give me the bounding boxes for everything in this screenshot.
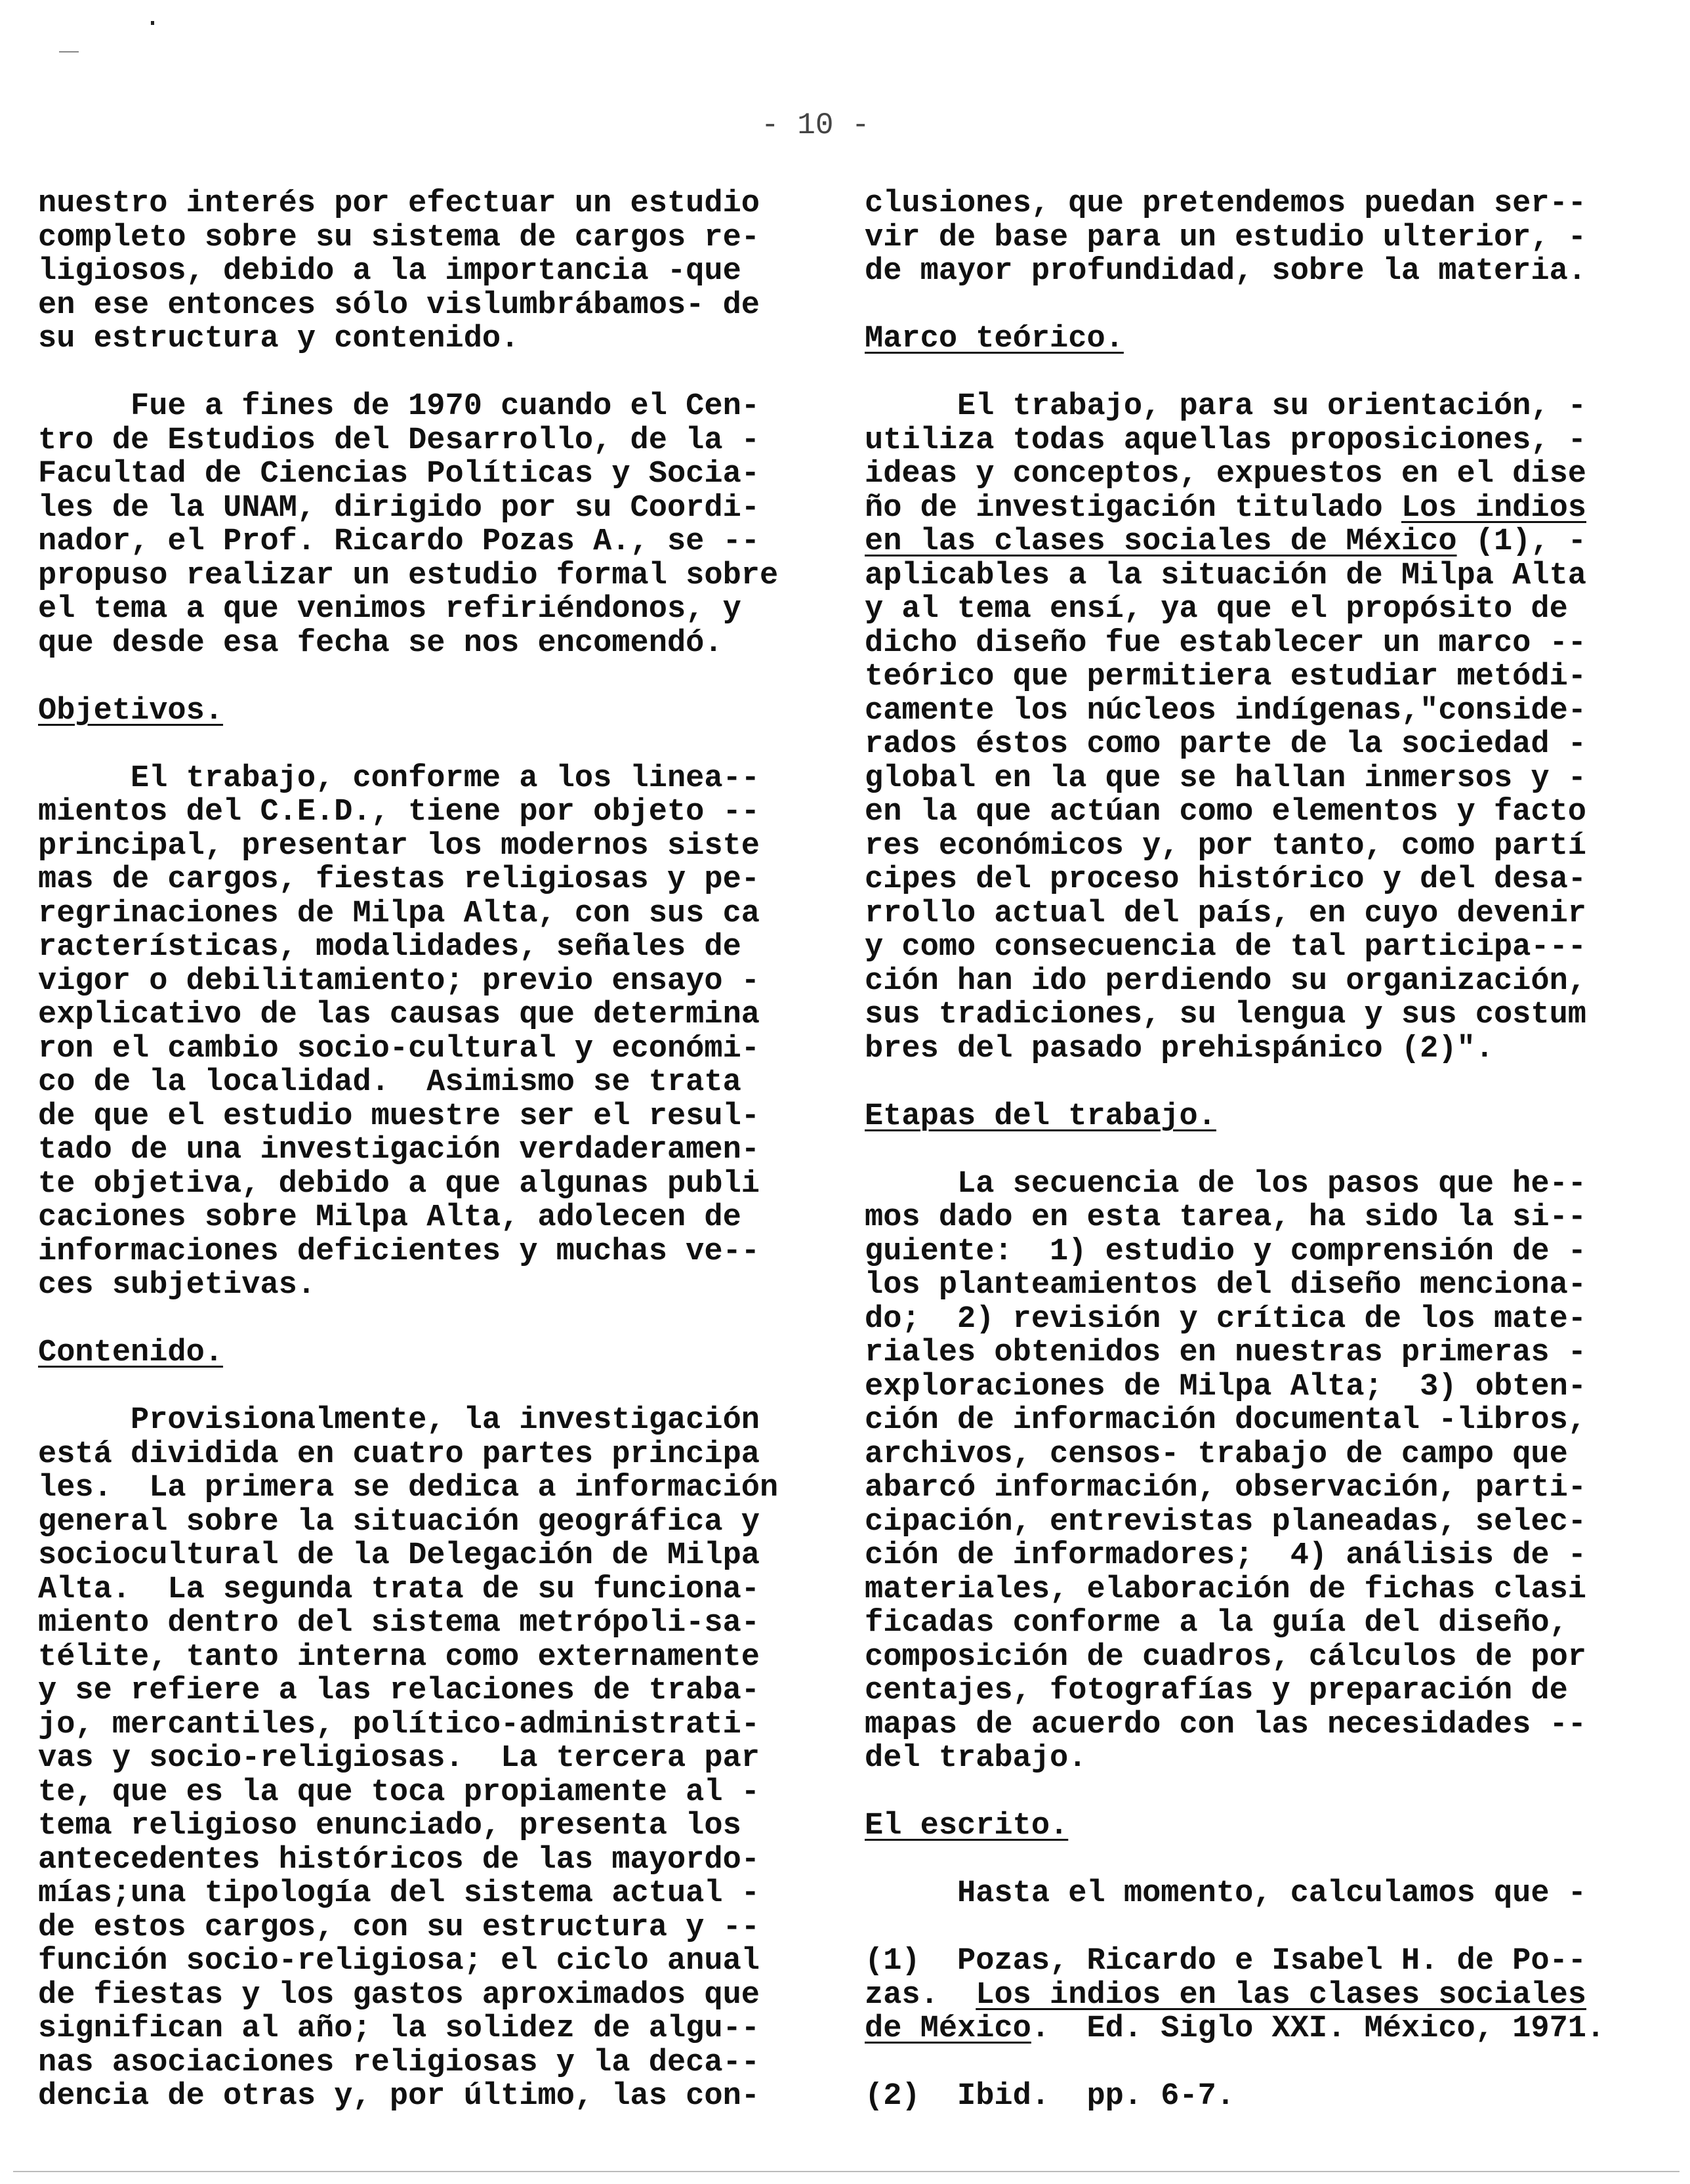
text-line [38,1911,825,1945]
text-line [865,1708,1665,1742]
text-line [38,830,825,864]
paragraph-gap [38,1303,825,1337]
text-line [38,965,825,999]
section-heading [865,322,1665,356]
text-line [38,1809,825,1843]
text-line-content: tema religioso enunciado, presenta los [38,1809,741,1843]
text-line [865,1471,1665,1505]
text-fragment: (1), - [1456,524,1586,559]
text-line [38,424,825,458]
text-line [38,795,825,830]
text-line [865,998,1665,1032]
text-line-content: propuso realizar un estudio formal sobre [38,558,779,593]
text-line [865,1370,1665,1404]
text-line-content: explicativo de las causas que determina [38,998,760,1032]
text-line-content: mías;una tipología del sistema actual - [38,1876,760,1911]
text-line [38,1539,825,1573]
text-line [38,1404,825,1438]
text-line-content: rados éstos como parte de la sociedad - [865,727,1586,762]
text-line [38,998,825,1032]
text-line [865,1641,1665,1675]
text-line [38,2080,825,2114]
text-line [865,424,1665,458]
text-line-content: nador, el Prof. Ricardo Pozas A., se -- [38,524,760,559]
text-line [38,1269,825,1303]
text-line-content: nuestro interés por efectuar un estudio [38,186,760,221]
text-line-content: cipación, entrevistas planeadas, selec- [865,1504,1586,1540]
text-line [38,931,825,965]
text-line [865,1979,1665,2013]
text-line-content: y como consecuencia de tal participa--- [865,930,1586,965]
text-line-content: ción han ido perdiendo su organización, [865,963,1586,999]
book-title: en las clases sociales de México [865,524,1457,559]
text-line [865,525,1665,559]
text-line-content: exploraciones de Milpa Alta; 3) obten- [865,1369,1586,1404]
book-title: Los indios en las clases sociales [976,1977,1586,2013]
text-line [865,762,1665,796]
text-line-content: global en la que se hallan inmersos y - [865,761,1586,796]
text-line [865,897,1665,931]
text-line-content: en ese entonces sólo vislumbrábamos- de [38,287,760,323]
text-line [865,965,1665,999]
text-line-content: mapas de acuerdo con las necesidades -- [865,1707,1586,1742]
text-line-content: está dividida en cuatro partes principa [38,1437,760,1472]
text-line [38,1235,825,1269]
text-line-content: te, que es la que toca propiamente al - [38,1774,760,1810]
text-line [865,1438,1665,1472]
text-line-content: teórico que permitiera estudiar metódi- [865,660,1586,694]
text-line-content: materiales, elaboración de fichas clasi [865,1572,1586,1607]
text-line [38,2046,825,2080]
scan-speck [151,21,154,25]
text-line-content: sociocultural de la Delegación de Milpa [38,1538,760,1573]
text-line-content: ligiosos, debido a la importancia -que [38,254,741,289]
text-line-content: centajes, fotografías y preparación de [865,1673,1568,1708]
text-line-content: antecedentes históricos de las mayordo- [38,1842,760,1878]
text-line-content: mas de cargos, fiestas religiosas y pe- [38,862,760,897]
text-line [865,694,1665,728]
text-line-content: y al tema ensí, ya que el propósito de [865,592,1568,627]
text-line-content: dicho diseño fue establecer un marco -- [865,625,1586,661]
text-line [38,2012,825,2046]
text-line-content: riales obtenidos en nuestras primeras - [865,1335,1586,1370]
text-line-content: mientos del C.E.D., tiene por objeto -- [38,795,760,830]
text-line-content: ción de informadores; 4) análisis de - [865,1538,1586,1573]
text-line [38,1066,825,1100]
text-line-content: ción de información documental -libros, [865,1403,1586,1438]
section-heading-text: Etapas del trabajo. [865,1099,1216,1134]
text-line [38,1100,825,1134]
text-line [38,627,825,661]
text-line-content: ficadas conforme a la guía del diseño, [865,1606,1568,1641]
text-line-content: caciones sobre Milpa Alta, adolecen de [38,1200,741,1235]
text-fragment: ño de investigación titulado [865,490,1401,526]
right-column [865,187,1665,2114]
text-line-content: clusiones, que pretendemos puedan ser-- [865,186,1586,221]
section-heading-text: Marco teórico. [865,322,1124,356]
paragraph-gap [865,1066,1665,1100]
text-line-content: co de la localidad. Asimismo se trata [38,1065,741,1100]
text-line [38,593,825,627]
text-line [865,1505,1665,1540]
text-line [865,830,1665,864]
text-line [38,289,825,323]
text-line [865,1742,1665,1776]
text-line-content: aplicables a la situación de Milpa Alta [865,558,1586,593]
paragraph-gap [38,1370,825,1404]
text-fragment: zas. [865,1977,976,2013]
text-line-content: vas y socio-religiosas. La tercera par [38,1741,760,1776]
text-line-content: vigor o debilitamiento; previo ensayo - [38,963,760,999]
text-line-content: camente los núcleos indígenas,"conside- [865,693,1586,728]
text-line [38,1201,825,1235]
text-line [865,390,1665,424]
paragraph-gap [865,356,1665,390]
paragraph-gap [865,1133,1665,1167]
text-line-content: miento dentro del sistema metrópoli-sa- [38,1606,760,1641]
text-line [38,1674,825,1708]
paragraph-gap [865,289,1665,323]
section-heading [865,1100,1665,1134]
text-line [865,1674,1665,1708]
text-line [38,1742,825,1776]
text-line-content: en la que actúan como elementos y facto [865,795,1586,830]
text-line [38,221,825,255]
text-line-content: regrinaciones de Milpa Alta, con sus ca [38,896,760,931]
text-line-content: de fiestas y los gastos aproximados que [38,1977,760,2013]
footnote-text: (1) Pozas, Ricardo e Isabel H. de Po-- [865,1944,1586,1979]
text-line [865,187,1665,221]
text-line [38,187,825,221]
text-line [865,559,1665,593]
text-line-content: principal, presentar los modernos siste [38,828,760,864]
text-line [865,1877,1665,1911]
text-line-content: abarcó información, observación, parti- [865,1471,1586,1505]
text-line-content: Alta. La segunda trata de su funciona- [38,1572,760,1607]
text-line-content: La secuencia de los pasos que he-- [865,1166,1586,1202]
text-line [38,559,825,593]
text-line [865,457,1665,492]
paragraph-gap [38,660,825,694]
text-line-content: que desde esa fecha se nos encomendó. [38,625,723,661]
text-line [865,1539,1665,1573]
text-line [865,1269,1665,1303]
text-line-content: mos dado en esta tarea, ha sido la si-- [865,1200,1586,1235]
text-line-content: utiliza todas aquellas proposiciones, - [865,423,1586,458]
text-line-content: guiente: 1) estudio y comprensión de - [865,1234,1586,1269]
text-line [38,1471,825,1505]
text-line [38,390,825,424]
text-line [38,322,825,356]
text-line-content: les de la UNAM, dirigido por su Coordi- [38,490,760,526]
text-fragment: . Ed. Siglo XXI. México, 1971. [1031,2011,1605,2046]
text-line-content: Facultad de Ciencias Políticas y Socia- [38,457,760,492]
text-line [865,931,1665,965]
text-line [38,1843,825,1878]
text-line-content: tado de una investigación verdaderamen- [38,1133,760,1167]
text-line-content: de mayor profundidad, sobre la materia. [865,254,1586,289]
text-line-content: dencia de otras y, por último, las con- [38,2079,760,2114]
text-line-content: sus tradiciones, su lengua y sus costum [865,998,1586,1032]
text-line-content: informaciones deficientes y muchas ve-- [38,1234,760,1269]
text-line-content: el tema a que venimos refiriéndonos, y [38,592,741,627]
text-line-content: composición de cuadros, cálculos de por [865,1639,1586,1675]
text-line [38,1438,825,1472]
text-line [38,863,825,897]
text-line [38,1641,825,1675]
section-heading [865,1809,1665,1843]
text-line-content: télite, tanto interna como externamente [38,1639,760,1675]
left-column [38,187,825,2114]
paragraph-gap [865,1776,1665,1810]
text-line [865,1404,1665,1438]
text-line [38,1133,825,1167]
text-line [865,1336,1665,1370]
book-title: Los indios [1401,490,1586,526]
text-line [38,1032,825,1066]
text-line-content: del trabajo. [865,1741,1087,1776]
text-line-content: función socio-religiosa; el ciclo anual [38,1944,760,1979]
text-line [38,1708,825,1742]
text-line-content: tro de Estudios del Desarrollo, de la - [38,423,760,458]
section-heading [38,694,825,728]
footnote-text: (2) Ibid. pp. 6-7. [865,2079,1235,2114]
text-line-content: los planteamientos del diseño menciona- [865,1268,1586,1303]
page-number: - 10 - [761,108,870,142]
text-line-content: El trabajo, para su orientación, - [865,389,1586,424]
text-line-content: res económicos y, por tanto, como partí [865,828,1586,864]
section-heading-text: Objetivos. [38,693,224,728]
text-line [38,1944,825,1979]
text-line [38,1573,825,1607]
text-line-content: te objetiva, debido a que algunas publi [38,1166,760,1202]
text-line [38,1776,825,1810]
text-line [865,1032,1665,1066]
section-heading-text: Contenido. [38,1335,224,1370]
text-line [38,1979,825,2013]
text-line-content: y se refiere a las relaciones de traba- [38,1673,760,1708]
text-line [865,2012,1665,2046]
text-line [865,660,1665,694]
text-line [865,492,1665,526]
text-line [38,492,825,526]
text-line [865,255,1665,289]
text-line-content: su estructura y contenido. [38,322,520,356]
text-line-content: les. La primera se dedica a información [38,1471,779,1505]
text-line-content: nas asociaciones religiosas y la deca-- [38,2045,760,2080]
text-line-content: ideas y conceptos, expuestos en el dise [865,457,1586,492]
text-line [38,525,825,559]
text-line-content: jo, mercantiles, político-administrati- [38,1707,760,1742]
text-line [865,221,1665,255]
text-line [865,795,1665,830]
text-line [865,1167,1665,1202]
text-line [38,762,825,796]
text-line-content: do; 2) revisión y crítica de los mate- [865,1301,1586,1337]
paragraph-gap [38,728,825,762]
text-line-content: El trabajo, conforme a los linea-- [38,761,760,796]
text-line-content: completo sobre su sistema de cargos re- [38,220,760,255]
text-line [865,1303,1665,1337]
footnote [865,1944,1665,1979]
text-line [38,1167,825,1202]
text-line-content: general sobre la situación geográfica y [38,1504,760,1540]
text-line [38,1877,825,1911]
text-line-content: Hasta el momento, calculamos que - [865,1876,1586,1911]
scan-speck [59,51,79,52]
text-line-content: ces subjetivas. [38,1268,316,1303]
section-heading [38,1336,825,1370]
text-line [865,728,1665,762]
scan-edge-line [13,2171,1680,2172]
text-line-content: vir de base para un estudio ulterior, - [865,220,1586,255]
text-line [38,897,825,931]
text-line-content: rrollo actual del país, en cuyo devenir [865,896,1586,931]
text-line-content: racterísticas, modalidades, señales de [38,930,741,965]
book-title: de México [865,2011,1031,2046]
text-line-content: Fue a fines de 1970 cuando el Cen- [38,389,760,424]
text-line [38,255,825,289]
text-line-content: de que el estudio muestre ser el resul- [38,1099,760,1134]
text-line [865,863,1665,897]
text-line [38,1606,825,1641]
footnote [865,2080,1665,2114]
text-line-content: archivos, censos- trabajo de campo que [865,1437,1568,1472]
text-line [865,1201,1665,1235]
text-line [865,593,1665,627]
text-line [38,457,825,492]
paragraph-gap [865,1911,1665,1945]
text-line-content: de estos cargos, con su estructura y -- [38,1910,760,1945]
text-line-content: significan al año; la solidez de algu-- [38,2011,760,2046]
text-line [38,1505,825,1540]
text-line [865,1235,1665,1269]
text-line [865,1573,1665,1607]
text-line [865,627,1665,661]
text-line-content: Provisionalmente, la investigación [38,1403,760,1438]
paragraph-gap [865,2046,1665,2080]
text-line-content: cipes del proceso histórico y del desa- [865,862,1586,897]
text-line-content: bres del pasado prehispánico (2)". [865,1031,1494,1066]
paragraph-gap [865,1843,1665,1878]
text-line [865,1606,1665,1641]
section-heading-text: El escrito. [865,1809,1069,1843]
paragraph-gap [38,356,825,390]
text-line-content: ron el cambio socio-cultural y económi- [38,1031,760,1066]
